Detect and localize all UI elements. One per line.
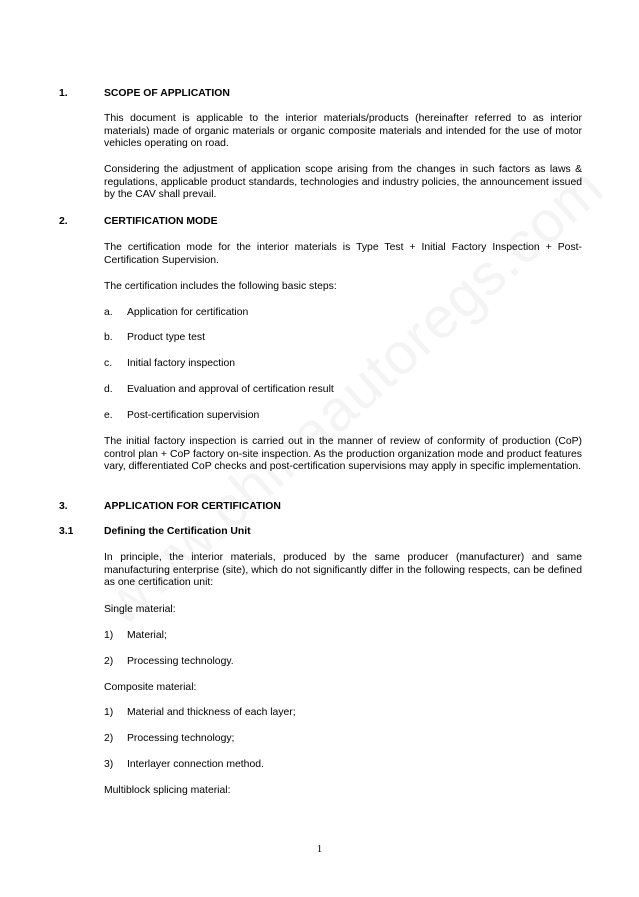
- list-item-label: 1): [104, 707, 114, 718]
- list-item-label: 2): [104, 733, 114, 744]
- section-2-title: CERTIFICATION MODE: [104, 216, 218, 227]
- list-item-text: Interlayer connection method.: [127, 759, 264, 770]
- step-text: Application for certification: [127, 307, 249, 318]
- list-item-text: Processing technology.: [127, 656, 234, 667]
- section-1-paragraph-1: This document is applicable to the interior materials/products (hereinafter referred to as interior materials) made of organic materials or organic composite materials and intended for the use of motor vehicles operating on road.: [104, 113, 582, 150]
- single-material-label: Single material:: [104, 604, 176, 615]
- section-1-title: SCOPE OF APPLICATION: [104, 88, 230, 99]
- step-text: Product type test: [127, 332, 205, 343]
- section-2-paragraph-2: The certification includes the following basic steps:: [104, 281, 337, 292]
- list-item-label: 3): [104, 759, 114, 770]
- page-number: 1: [316, 843, 323, 855]
- section-2-paragraph-3: The initial factory inspection is carried out in the manner of review of conformity of production (CoP) control plan + CoP factory on-site inspection. As the production organization mode and product features vary, differentiated CoP checks and post-certification supervisions may apply in specific implementation.: [104, 436, 582, 473]
- list-item-text: Processing technology;: [127, 733, 235, 744]
- section-3-1-paragraph-1: In principle, the interior materials, produced by the same producer (manufacturer) and same manufacturing enterprise (site), which do not significantly differ in the following respects, can be defined as one certification unit:: [104, 552, 582, 589]
- section-3-title: APPLICATION FOR CERTIFICATION: [104, 501, 281, 512]
- section-1-paragraph-2: Considering the adjustment of application scope arising from the changes in such factors as laws & regulations, applicable product standards, technologies and industry policies, the announcement issued by the CAV shall prevail.: [104, 164, 582, 201]
- step-label: b.: [104, 332, 113, 343]
- list-item-label: 2): [104, 656, 114, 667]
- step-text: Initial factory inspection: [127, 358, 236, 369]
- section-3-1-number: 3.1: [59, 526, 74, 537]
- list-item-label: 1): [104, 630, 114, 641]
- step-text: Evaluation and approval of certification result: [127, 384, 334, 395]
- section-1-number: 1.: [59, 88, 68, 99]
- section-2-paragraph-1: The certification mode for the interior materials is Type Test + Initial Factory Inspection + Post-Certification Supervision.: [104, 242, 582, 266]
- step-label: d.: [104, 384, 113, 395]
- section-2-number: 2.: [59, 216, 68, 227]
- section-3-1-title: Defining the Certification Unit: [104, 526, 251, 537]
- multiblock-material-label: Multiblock splicing material:: [104, 785, 231, 796]
- section-3-number: 3.: [59, 501, 68, 512]
- step-label: c.: [104, 358, 113, 369]
- list-item-text: Material and thickness of each layer;: [127, 707, 296, 718]
- list-item-text: Material;: [127, 630, 167, 641]
- composite-material-label: Composite material:: [104, 682, 197, 693]
- step-text: Post-certification supervision: [127, 410, 260, 421]
- step-label: e.: [104, 410, 113, 421]
- step-label: a.: [104, 307, 113, 318]
